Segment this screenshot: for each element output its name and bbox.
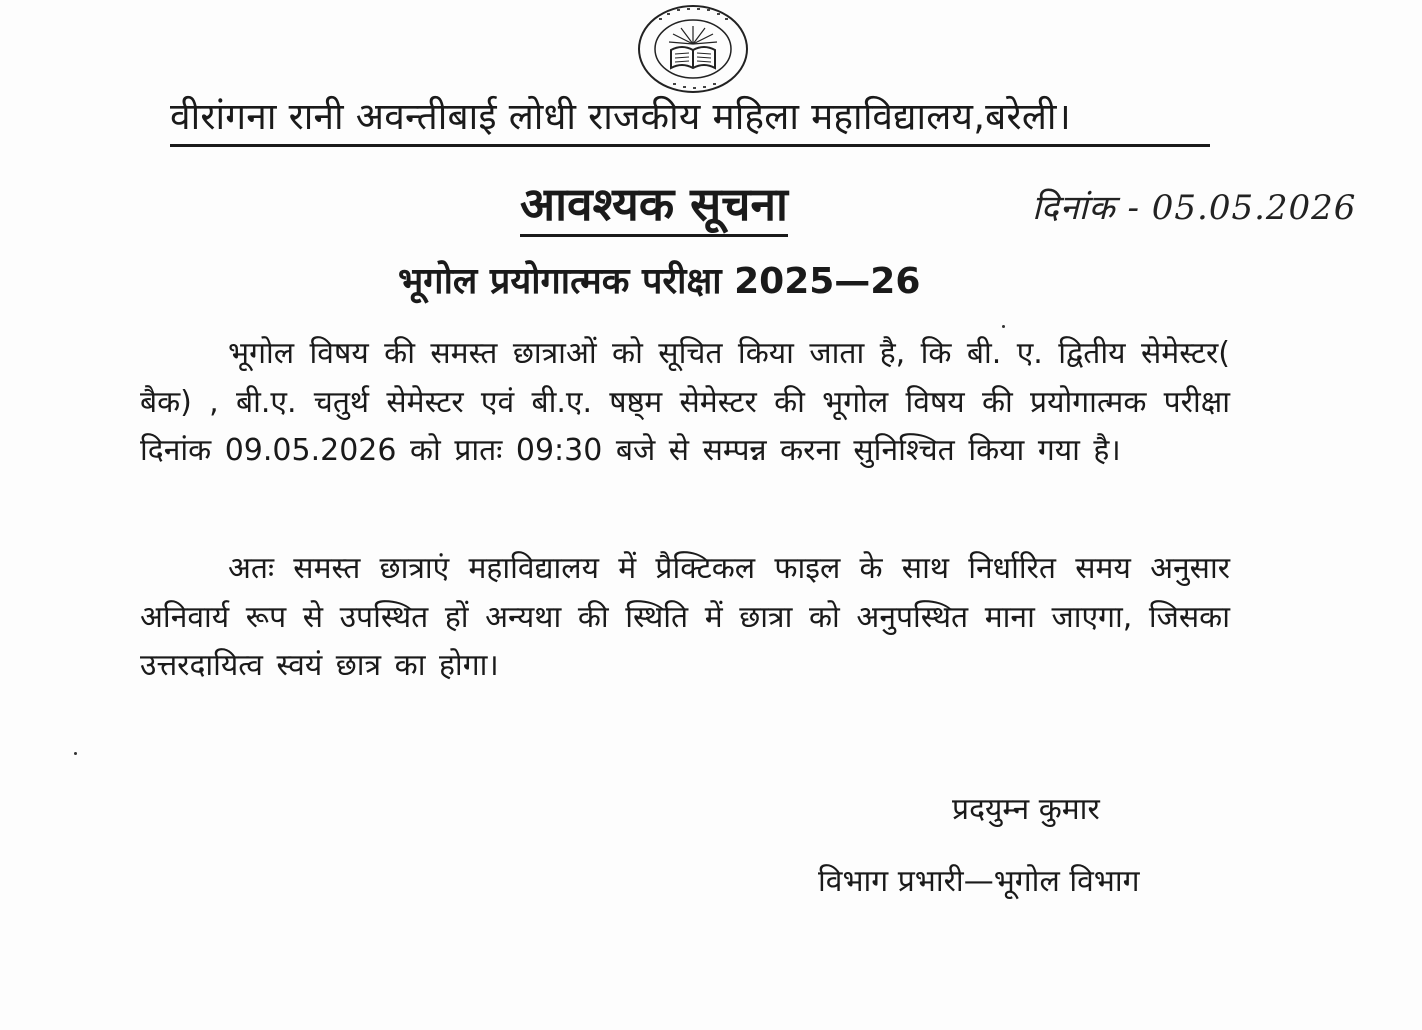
paragraph-2-text: अतः समस्त छात्राएं महाविद्यालय में प्रैक्टिकल फाइल के साथ निर्धारित समय अनुसार अनिवार्य रूप से उपस्थित हों अन्यथा की स्थिति में छात्रा को अनुपस्थित माना जाएगा, जिसका उत्तरदायित्व स्वयं छात्र का होगा। — [140, 551, 1230, 683]
notice-paragraph-1 — [140, 330, 1230, 476]
notice-paragraph-2 — [140, 545, 1230, 691]
college-seal-icon — [637, 4, 749, 94]
notice-title: आवश्यक सूचना — [520, 176, 788, 237]
notice-date: दिनांक - 05.05.2026 — [1032, 188, 1357, 228]
signatory-name: प्रदयुम्न कुमार — [952, 792, 1100, 827]
paragraph-1-text: भूगोल विषय की समस्त छात्राओं को सूचित किया जाता है, कि बी. ए. द्वितीय सेमेस्टर( बैक) , बी.ए. चतुर्थ सेमेस्टर एवं बी.ए. षष्ठ्म सेमेस्टर की भूगोल विषय की प्रयोगात्मक परीक्षा दिनांक 09.05.2026 को प्रातः 09:30 बजे से सम्पन्न करना सुनिश्चित किया गया है। — [140, 336, 1230, 468]
scan-speck — [74, 752, 77, 755]
signatory-designation: विभाग प्रभारी—भूगोल विभाग — [818, 864, 1140, 899]
exam-title: भूगोल प्रयोगात्मक परीक्षा 2025—26 — [398, 261, 921, 302]
scan-speck — [1002, 325, 1005, 328]
college-name: वीरांगना रानी अवन्तीबाई लोधी राजकीय महिला महाविद्यालय,बरेली। — [170, 94, 1210, 147]
